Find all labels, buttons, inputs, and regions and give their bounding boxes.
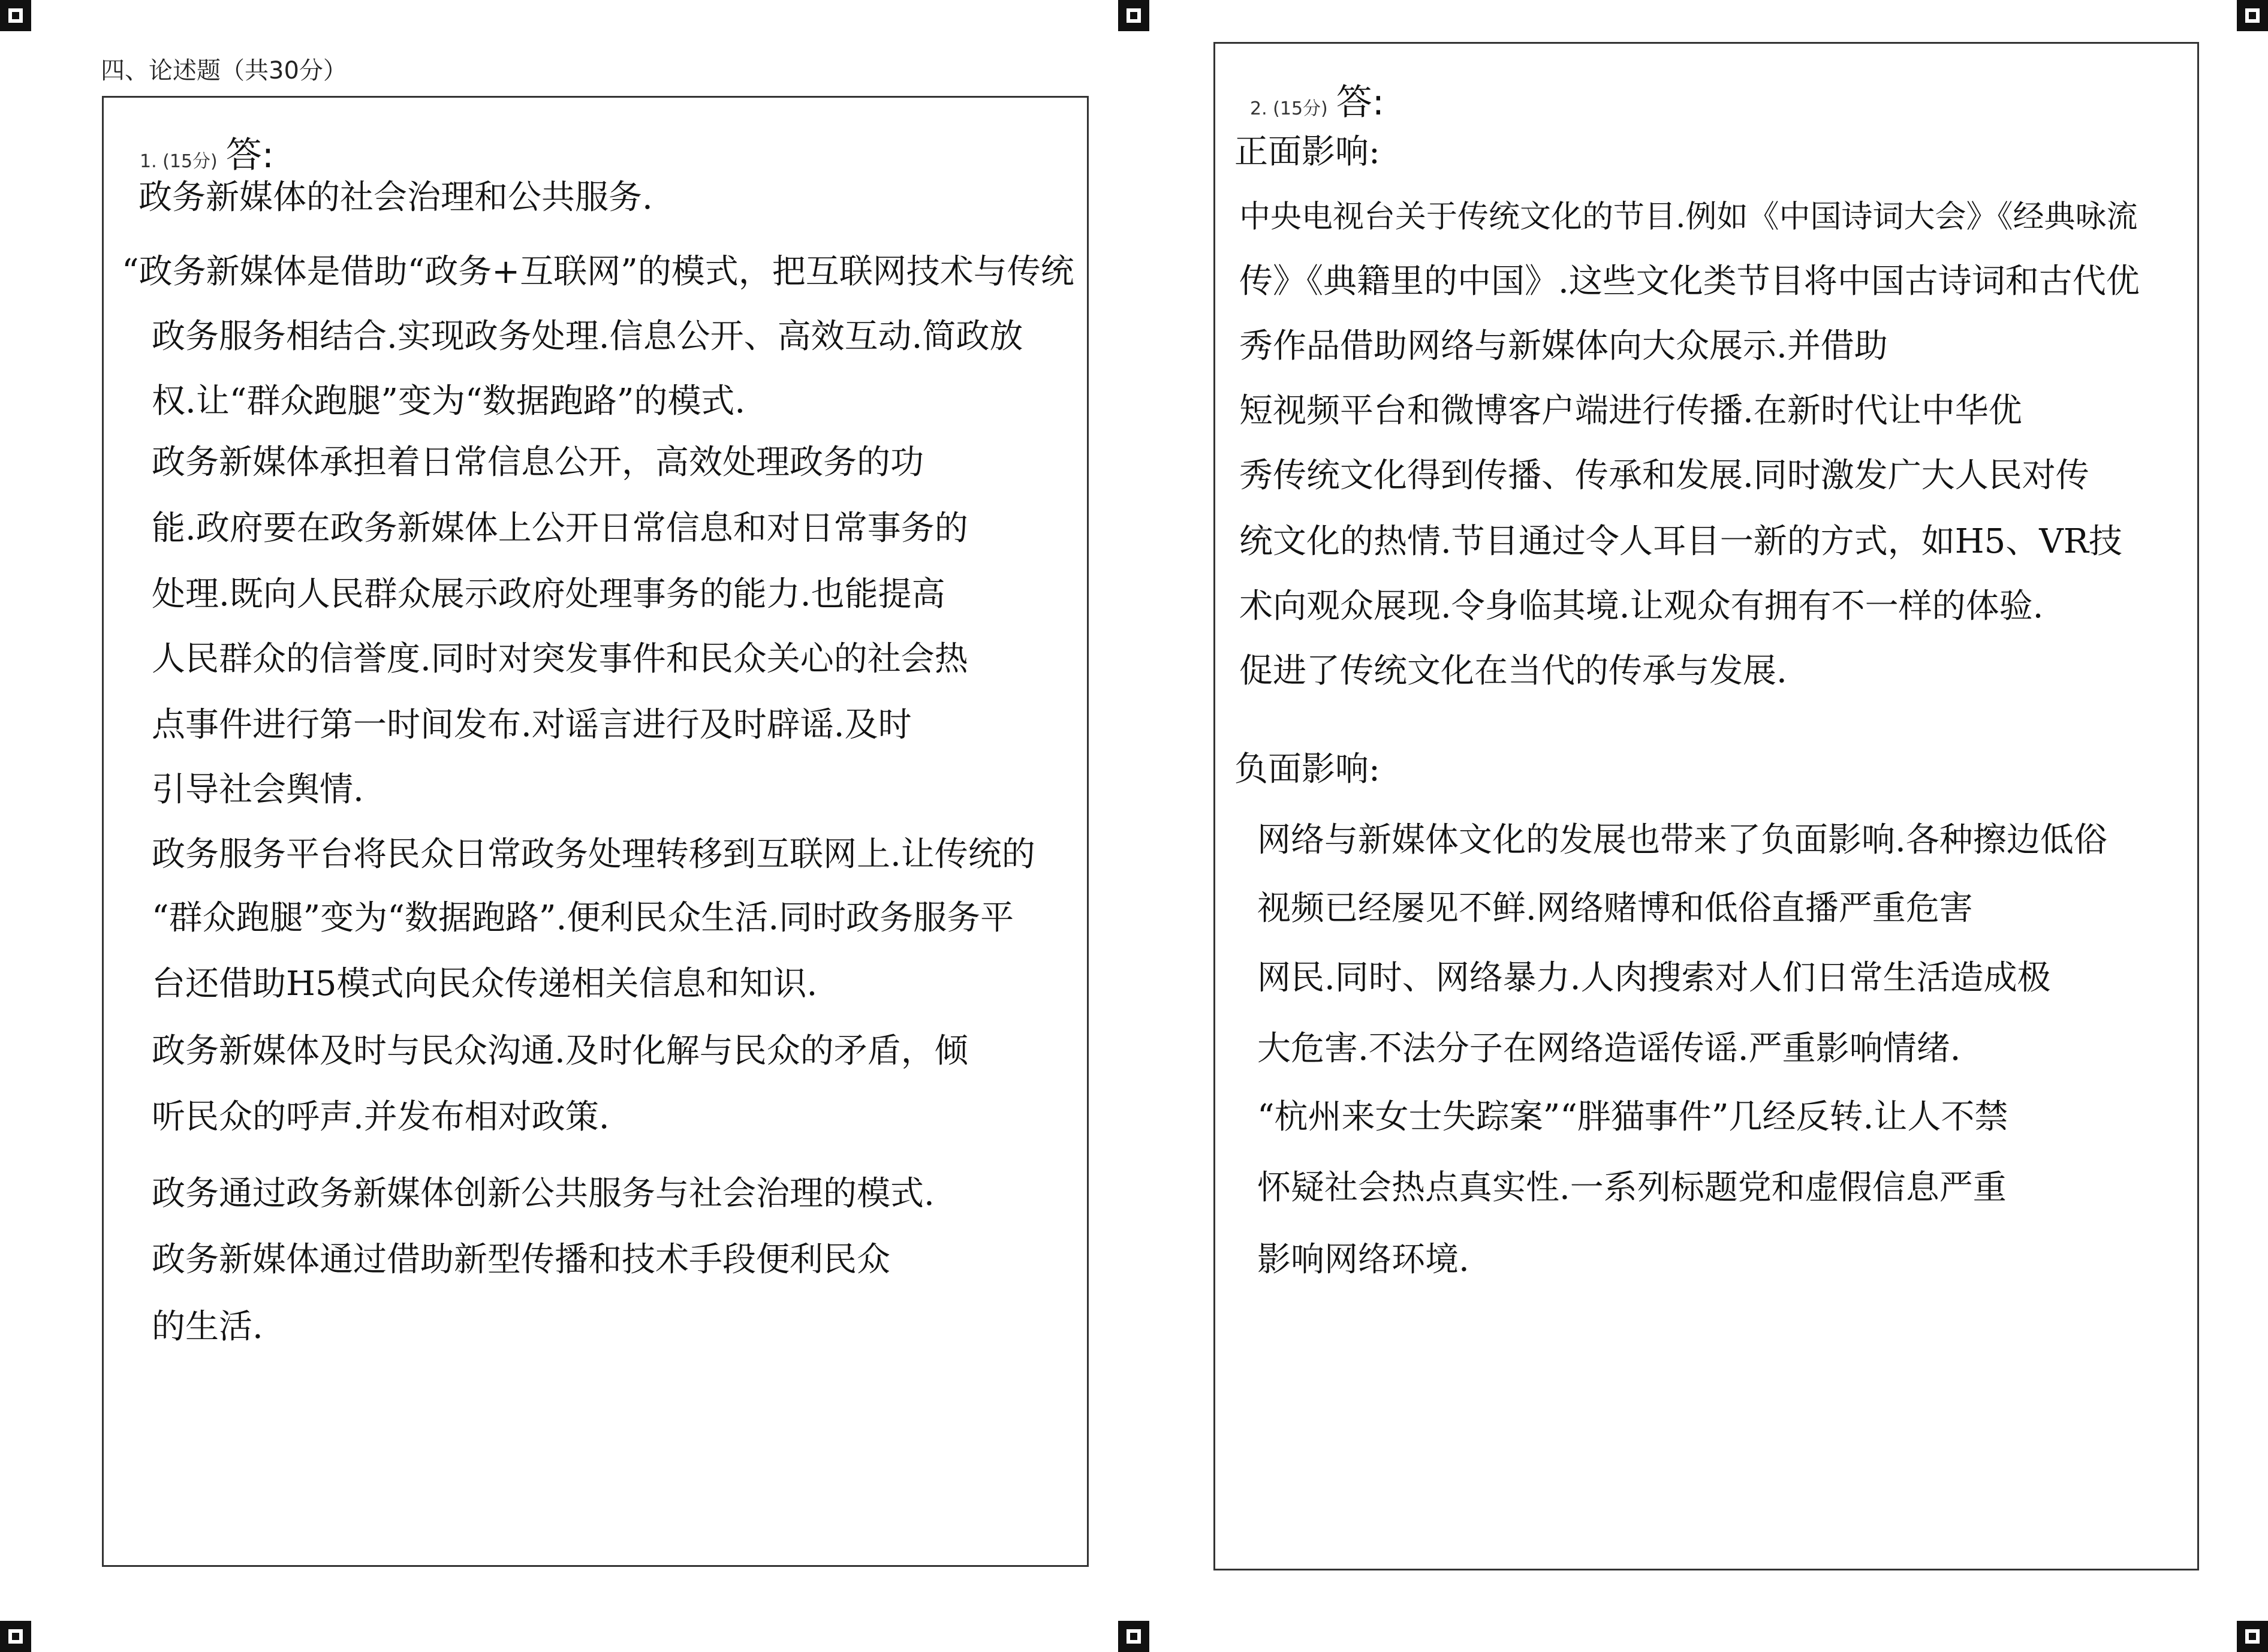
question-1-answer-mark: 答:	[225, 134, 274, 176]
question-2-header	[1250, 74, 1384, 125]
q2-line-7: 统文化的热情.节目通过令人耳目一新的方式，如H5、VR技	[1239, 522, 2122, 561]
q1-line-12: “群众跑腿”变为“数据跑路”.便利民众生活.同时政务服务平	[152, 899, 1014, 937]
q1-line-17: 政务新媒体通过借助新型传播和技术手段便利民众	[152, 1240, 890, 1279]
question-1-number: 1. (15分)	[140, 151, 218, 172]
q1-line-16: 政务通过政务新媒体创新公共服务与社会治理的模式.	[152, 1174, 935, 1213]
q1-line-13: 台还借助H5模式向民众传递相关信息和知识.	[152, 964, 818, 1003]
q1-line-1: 政务新媒体的社会治理和公共服务.	[138, 178, 653, 217]
q2-line-14: 大危害.不法分子在网络造谣传谣.严重影响情绪.	[1257, 1029, 1961, 1068]
q1-line-10: 引导社会舆情.	[152, 770, 364, 809]
registration-marker-bottom-left	[0, 1621, 31, 1652]
q2-line-5: 短视频平台和微博客户端进行传播.在新时代让中华优	[1239, 391, 2022, 430]
q2-line-9: 促进了传统文化在当代的传承与发展.	[1239, 652, 1787, 691]
q1-line-6: 能.政府要在政务新媒体上公开日常信息和对日常事务的	[152, 509, 968, 548]
answer-box-q1	[102, 96, 1089, 1567]
q1-line-7: 处理.既向人民群众展示政府处理事务的能力.也能提高	[152, 575, 945, 614]
q1-line-4: 权.让“群众跑腿”变为“数据跑路”的模式.	[152, 382, 746, 421]
q2-line-6: 秀传统文化得到传播、传承和发展.同时激发广大人民对传	[1239, 456, 2089, 495]
section-title: 四、论述题（共30分）	[101, 57, 347, 85]
q2-line-8: 术向观众展现.令身临其境.让观众有拥有不一样的体验.	[1239, 587, 2044, 626]
q2-line-12: 视频已经屡见不鲜.网络赌博和低俗直播严重危害	[1257, 889, 1973, 928]
registration-marker-top-left	[0, 0, 31, 31]
q1-line-5: 政务新媒体承担着日常信息公开，高效处理政务的功	[152, 443, 924, 482]
q1-line-18: 的生活.	[152, 1307, 263, 1346]
registration-marker-top-right	[2237, 0, 2268, 31]
q1-line-3: 政务服务相结合.实现政务处理.信息公开、高效互动.简政放	[152, 317, 1023, 356]
q1-line-14: 政务新媒体及时与民众沟通.及时化解与民众的矛盾，倾	[152, 1032, 968, 1071]
question-1-header	[140, 126, 274, 178]
q1-line-8: 人民群众的信誉度.同时对突发事件和民众关心的社会热	[152, 640, 968, 679]
q1-line-9: 点事件进行第一时间发布.对谣言进行及时辟谣.及时	[152, 706, 912, 744]
question-2-number: 2. (15分)	[1250, 98, 1328, 119]
q1-line-15: 听民众的呼声.并发布相对政策.	[152, 1098, 610, 1136]
registration-marker-bottom-center	[1118, 1621, 1149, 1652]
registration-marker-top-center	[1118, 0, 1149, 31]
q1-line-11: 政务服务平台将民众日常政务处理转移到互联网上.让传统的	[152, 835, 1035, 874]
q2-line-13: 网民.同时、网络暴力.人肉搜索对人们日常生活造成极	[1257, 958, 2051, 997]
q2-line-15: “杭州来女士失踪案”“胖猫事件”几经反转.让人不禁	[1257, 1098, 2008, 1136]
question-2-answer-mark: 答:	[1336, 82, 1384, 123]
q2-line-11: 网络与新媒体文化的发展也带来了负面影响.各种擦边低俗	[1257, 821, 2107, 860]
q2-line-2: 中央电视台关于传统文化的节目.例如《中国诗词大会》《经典咏流	[1239, 199, 2138, 235]
q2-line-4: 秀作品借助网络与新媒体向大众展示.并借助	[1239, 327, 1888, 366]
q2-line-3: 传》《典籍里的中国》.这些文化类节目将中国古诗词和古代优	[1239, 262, 2140, 301]
q2-line-10: 负面影响:	[1234, 750, 1380, 789]
q2-line-17: 影响网络环境.	[1257, 1240, 1469, 1279]
registration-marker-bottom-right	[2237, 1621, 2268, 1652]
q2-line-1: 正面影响:	[1234, 132, 1380, 171]
q2-line-16: 怀疑社会热点真实性.一系列标题党和虚假信息严重	[1257, 1168, 2007, 1207]
q1-line-2: “政务新媒体是借助“政务+互联网”的模式，把互联网技术与传统	[122, 252, 1074, 291]
answer-box-q2	[1213, 42, 2199, 1570]
